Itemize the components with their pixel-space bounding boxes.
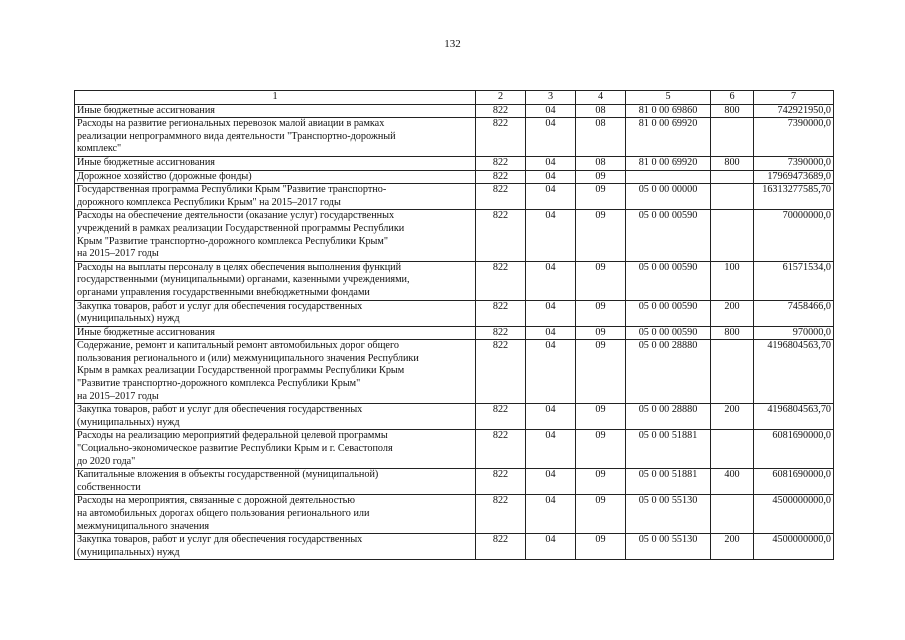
header-cell-1: 1	[75, 91, 476, 105]
section-cell: 04	[526, 469, 576, 495]
expense-type-cell	[711, 118, 754, 157]
item-name-line: "Социально-экономическое развитие Республики Крым и г. Севастополя	[77, 443, 393, 455]
admin-code-cell: 822	[476, 495, 526, 534]
expense-type-cell: 800	[711, 326, 754, 340]
subsection-cell: 09	[576, 404, 626, 430]
item-name-line: (муниципальных) нужд	[77, 546, 180, 558]
subsection-cell: 08	[576, 104, 626, 118]
subsection-cell: 09	[576, 469, 626, 495]
admin-code-cell: 822	[476, 156, 526, 170]
table-row	[75, 534, 834, 560]
subsection-cell: 09	[576, 210, 626, 261]
table-row	[75, 261, 834, 300]
item-name-cell	[75, 261, 476, 300]
item-name-cell	[75, 534, 476, 560]
table-row	[75, 340, 834, 404]
expense-type-cell	[711, 430, 754, 469]
item-name-line: государственными (муниципальными) органами, казенными учреждениями,	[77, 274, 410, 286]
admin-code-cell: 822	[476, 326, 526, 340]
admin-code-cell: 822	[476, 184, 526, 210]
subsection-cell: 09	[576, 184, 626, 210]
item-name-cell	[75, 340, 476, 404]
page-number: 132	[444, 38, 461, 50]
admin-code-cell: 822	[476, 170, 526, 184]
expense-type-cell	[711, 340, 754, 404]
table-row	[75, 156, 834, 170]
item-name-line: Дорожное хозяйство (дорожные фонды)	[77, 170, 252, 182]
subsection-cell: 09	[576, 340, 626, 404]
target-article-cell: 05 0 00 00590	[626, 326, 711, 340]
item-name-cell	[75, 326, 476, 340]
header-cell-6: 6	[711, 91, 754, 105]
section-cell: 04	[526, 210, 576, 261]
item-name-line: Иные бюджетные ассигнования	[77, 156, 215, 168]
target-article-cell: 05 0 00 00590	[626, 210, 711, 261]
admin-code-cell: 822	[476, 300, 526, 326]
subsection-cell: 09	[576, 170, 626, 184]
section-cell: 04	[526, 534, 576, 560]
section-cell: 04	[526, 300, 576, 326]
subsection-cell: 08	[576, 156, 626, 170]
subsection-cell: 08	[576, 118, 626, 157]
target-article-cell	[626, 170, 711, 184]
expense-type-cell	[711, 210, 754, 261]
admin-code-cell: 822	[476, 340, 526, 404]
item-name-cell	[75, 300, 476, 326]
table-row	[75, 469, 834, 495]
target-article-cell: 05 0 00 00590	[626, 300, 711, 326]
section-cell: 04	[526, 170, 576, 184]
section-cell: 04	[526, 104, 576, 118]
amount-cell: 4196804563,70	[754, 340, 834, 404]
budget-table	[74, 90, 834, 560]
item-name-line: Содержание, ремонт и капитальный ремонт автомобильных дорог общего	[77, 340, 399, 352]
subsection-cell: 09	[576, 430, 626, 469]
target-article-cell: 05 0 00 28880	[626, 340, 711, 404]
amount-cell: 7458466,0	[754, 300, 834, 326]
target-article-cell: 81 0 00 69860	[626, 104, 711, 118]
expense-type-cell	[711, 495, 754, 534]
item-name-line: Капитальные вложения в объекты государственной (муниципальной)	[77, 469, 379, 481]
item-name-line: Иные бюджетные ассигнования	[77, 104, 215, 116]
item-name-line: (муниципальных) нужд	[77, 313, 180, 325]
item-name-line: Крым в рамках реализации Государственной программы Республики Крым	[77, 365, 405, 377]
table-row	[75, 300, 834, 326]
table-row	[75, 170, 834, 184]
section-cell: 04	[526, 184, 576, 210]
section-cell: 04	[526, 495, 576, 534]
header-cell-2: 2	[476, 91, 526, 105]
item-name-line: Расходы на мероприятия, связанные с дорожной деятельностью	[77, 495, 355, 507]
subsection-cell: 09	[576, 495, 626, 534]
item-name-cell	[75, 184, 476, 210]
subsection-cell: 09	[576, 534, 626, 560]
item-name-line: пользования регионального и (или) межмуниципального значения Республики	[77, 352, 419, 364]
item-name-cell	[75, 170, 476, 184]
item-name-line: Расходы на развитие региональных перевозок малой авиации в рамках	[77, 118, 385, 130]
item-name-line: органами управления государственными внебюджетными фондами	[77, 286, 370, 298]
section-cell: 04	[526, 156, 576, 170]
amount-cell: 4500000000,0	[754, 495, 834, 534]
item-name-cell	[75, 404, 476, 430]
header-cell-5: 5	[626, 91, 711, 105]
amount-cell: 17969473689,0	[754, 170, 834, 184]
amount-cell: 4500000000,0	[754, 534, 834, 560]
item-name-line: на 2015–2017 годы	[77, 248, 159, 260]
amount-cell: 4196804563,70	[754, 404, 834, 430]
item-name-line: реализации непрограммного вида деятельности "Транспортно-дорожный	[77, 130, 396, 142]
item-name-cell	[75, 469, 476, 495]
header-cell-3: 3	[526, 91, 576, 105]
item-name-line: (муниципальных) нужд	[77, 416, 180, 428]
expense-type-cell: 200	[711, 404, 754, 430]
amount-cell: 7390000,0	[754, 156, 834, 170]
section-cell: 04	[526, 118, 576, 157]
table-row	[75, 404, 834, 430]
item-name-line: межмуниципального значения	[77, 520, 210, 532]
table-body	[75, 91, 834, 560]
target-article-cell: 05 0 00 55130	[626, 534, 711, 560]
item-name-cell	[75, 210, 476, 261]
item-name-line: до 2020 года"	[77, 455, 136, 467]
item-name-line: на 2015–2017 годы	[77, 390, 159, 402]
header-cell-7: 7	[754, 91, 834, 105]
item-name-cell	[75, 118, 476, 157]
target-article-cell: 05 0 00 28880	[626, 404, 711, 430]
section-cell: 04	[526, 430, 576, 469]
item-name-line: учреждений в рамках реализации Государственной программы Республики	[77, 222, 405, 234]
table-row	[75, 184, 834, 210]
item-name-line: дорожного комплекса Республики Крым" на 2015–2017 годы	[77, 196, 341, 208]
section-cell: 04	[526, 404, 576, 430]
header-cell-4: 4	[576, 91, 626, 105]
admin-code-cell: 822	[476, 261, 526, 300]
item-name-line: Закупка товаров, работ и услуг для обеспечения государственных	[77, 534, 363, 546]
item-name-cell	[75, 156, 476, 170]
admin-code-cell: 822	[476, 430, 526, 469]
amount-cell: 742921950,0	[754, 104, 834, 118]
item-name-line: на автомобильных дорогах общего пользования регионального или	[77, 508, 370, 519]
item-name-cell	[75, 430, 476, 469]
expense-type-cell	[711, 184, 754, 210]
item-name-cell	[75, 495, 476, 534]
item-name-cell	[75, 104, 476, 118]
admin-code-cell: 822	[476, 118, 526, 157]
admin-code-cell: 822	[476, 104, 526, 118]
item-name-line: Расходы на реализацию мероприятий федеральной целевой программы	[77, 430, 388, 442]
expense-type-cell: 100	[711, 261, 754, 300]
item-name-line: "Развитие транспортно-дорожного комплекса Республики Крым"	[77, 378, 361, 390]
amount-cell: 70000000,0	[754, 210, 834, 261]
item-name-line: Государственная программа Республики Крым "Развитие транспортно-	[77, 184, 387, 196]
amount-cell: 61571534,0	[754, 261, 834, 300]
amount-cell: 970000,0	[754, 326, 834, 340]
amount-cell: 16313277585,70	[754, 184, 834, 210]
item-name-line: Закупка товаров, работ и услуг для обеспечения государственных	[77, 404, 363, 416]
target-article-cell: 05 0 00 55130	[626, 495, 711, 534]
target-article-cell: 81 0 00 69920	[626, 156, 711, 170]
subsection-cell: 09	[576, 326, 626, 340]
admin-code-cell: 822	[476, 469, 526, 495]
subsection-cell: 09	[576, 261, 626, 300]
expense-type-cell: 200	[711, 534, 754, 560]
admin-code-cell: 822	[476, 534, 526, 560]
expense-type-cell: 800	[711, 104, 754, 118]
table-row	[75, 104, 834, 118]
section-cell: 04	[526, 326, 576, 340]
expense-type-cell: 400	[711, 469, 754, 495]
expense-type-cell	[711, 170, 754, 184]
amount-cell: 6081690000,0	[754, 469, 834, 495]
target-article-cell: 05 0 00 00590	[626, 261, 711, 300]
target-article-cell: 05 0 00 51881	[626, 469, 711, 495]
item-name-line: Крым "Развитие транспортно-дорожного комплекса Республики Крым"	[77, 235, 388, 247]
item-name-line: Расходы на выплаты персоналу в целях обеспечения выполнения функций	[77, 261, 402, 273]
item-name-line: Закупка товаров, работ и услуг для обеспечения государственных	[77, 300, 363, 312]
target-article-cell: 81 0 00 69920	[626, 118, 711, 157]
table-row	[75, 210, 834, 261]
amount-cell: 6081690000,0	[754, 430, 834, 469]
item-name-line: комплекс"	[77, 143, 122, 155]
table-row	[75, 430, 834, 469]
admin-code-cell: 822	[476, 404, 526, 430]
target-article-cell: 05 0 00 00000	[626, 184, 711, 210]
item-name-line: собственности	[77, 481, 141, 493]
expense-type-cell: 800	[711, 156, 754, 170]
admin-code-cell: 822	[476, 210, 526, 261]
header-row	[75, 91, 834, 105]
item-name-line: Расходы на обеспечение деятельности (оказание услуг) государственных	[77, 210, 395, 222]
section-cell: 04	[526, 340, 576, 404]
table-row	[75, 118, 834, 157]
table-row	[75, 495, 834, 534]
table-row	[75, 326, 834, 340]
expense-type-cell: 200	[711, 300, 754, 326]
section-cell: 04	[526, 261, 576, 300]
subsection-cell: 09	[576, 300, 626, 326]
target-article-cell: 05 0 00 51881	[626, 430, 711, 469]
item-name-line: Иные бюджетные ассигнования	[77, 326, 215, 338]
amount-cell: 7390000,0	[754, 118, 834, 157]
